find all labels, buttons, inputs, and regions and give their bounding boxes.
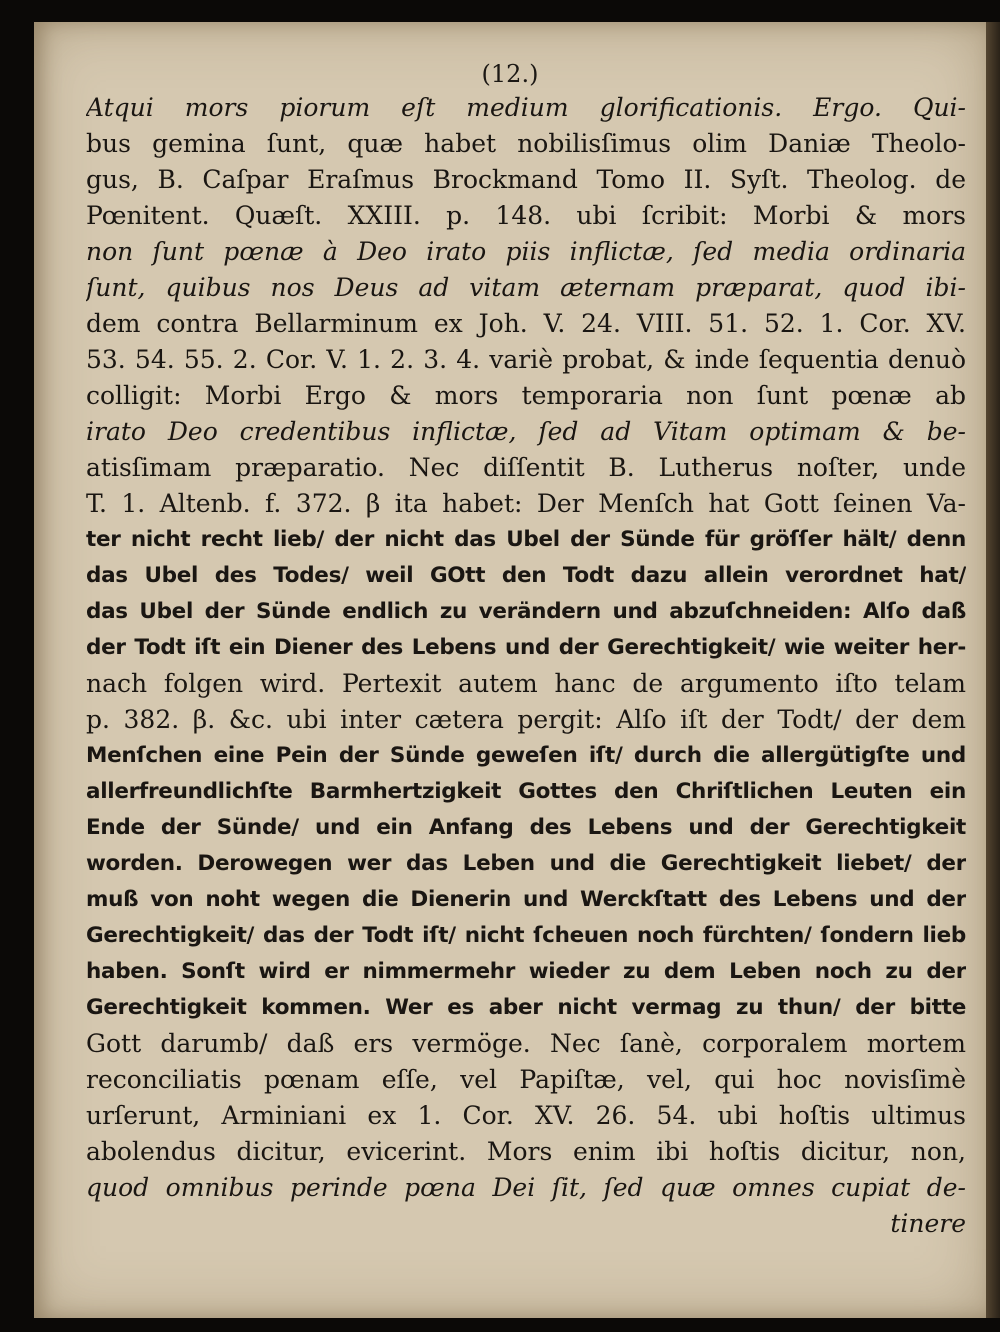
text-line: T. 1. Altenb. f. 372. β ita habet: Der Menſch hat Gott ſeinen Va- — [86, 489, 966, 518]
text-line: Gerechtigkeit kommen. Wer es aber nicht vermag zu thun/ der bitte — [86, 995, 966, 1020]
text-line: quod omnibus perinde pœna Dei ſit, ſed quæ omnes cupiat de- — [86, 1173, 966, 1202]
text-line: p. 382. β. &c. ubi inter cætera pergit: Alſo iſt der Todt/ der dem — [86, 705, 966, 734]
text-line: colligit: Morbi Ergo & mors temporaria non ſunt pœnæ ab — [86, 381, 966, 410]
text-line: bus gemina ſunt, quæ habet nobilisſimus olim Daniæ Theolo- — [86, 129, 966, 158]
text-line: ter nicht recht lieb/ der nicht das Ubel der Sünde für gröſſer hält/ denn — [86, 527, 966, 552]
text-line: ſunt, quibus nos Deus ad vitam æternam præparat, quod ibi- — [86, 273, 966, 302]
text-line: non ſunt pœnæ à Deo irato piis inflictæ, ſed media ordinaria — [86, 237, 966, 266]
text-line: urſerunt, Arminiani ex 1. Cor. XV. 26. 54. ubi hoſtis ultimus — [86, 1101, 966, 1130]
text-line: Atqui mors piorum eſt medium glorificationis. Ergo. Qui- — [86, 93, 966, 122]
text-line: gus, B. Caſpar Eraſmus Brockmand Tomo II. Syſt. Theolog. de — [86, 165, 966, 194]
text-line: muß von noht wegen die Dienerin und Werckſtatt des Lebens und der — [86, 887, 966, 912]
text-line: 53. 54. 55. 2. Cor. V. 1. 2. 3. 4. variè probat, & inde ſequentia denuò — [86, 345, 966, 374]
text-line: der Todt iſt ein Diener des Lebens und der Gerechtigkeit/ wie weiter her- — [86, 635, 966, 660]
text-line: nach folgen wird. Pertexit autem hanc de argumento iſto telam — [86, 669, 966, 698]
text-line: abolendus dicitur, evicerint. Mors enim ibi hoſtis dicitur, non, — [86, 1137, 966, 1166]
page-number: (12.) — [481, 60, 539, 88]
text-line: haben. Sonſt wird er nimmermehr wieder zu dem Leben noch zu der — [86, 959, 966, 984]
text-line: Gerechtigkeit/ das der Todt iſt/ nicht ſcheuen noch fürchten/ ſondern lieb — [86, 923, 966, 948]
text-line: reconciliatis pœnam eſſe, vel Papiſtæ, vel, qui hoc novisſimè — [86, 1065, 966, 1094]
text-line: allerfreundlichſte Barmhertzigkeit Gottes den Chriſtlichen Leuten ein — [86, 779, 966, 804]
text-line: Ende der Sünde/ und ein Anfang des Lebens und der Gerechtigkeit — [86, 815, 966, 840]
text-line: Gott darumb/ daß ers vermöge. Nec ſanè, corporalem mortem — [86, 1029, 966, 1058]
text-line: atisſimam præparatio. Nec diſſentit B. Lutherus noſter, unde — [86, 453, 966, 482]
text-line: worden. Derowegen wer das Leben und die Gerechtigkeit liebet/ der — [86, 851, 966, 876]
book-page — [34, 22, 986, 1318]
text-line: Menſchen eine Pein der Sünde geweſen iſt/ durch die allergütigſte und — [86, 743, 966, 768]
page-edge — [984, 22, 1000, 1318]
text-line: das Ubel der Sünde endlich zu verändern und abzuſchneiden: Alſo daß — [86, 599, 966, 624]
text-line: irato Deo credentibus inflictæ, ſed ad Vitam optimam & be- — [86, 417, 966, 446]
body-text — [86, 90, 966, 1242]
text-line: Pœnitent. Quæſt. XXIII. p. 148. ubi ſcribit: Morbi & mors — [86, 201, 966, 230]
text-line: dem contra Bellarminum ex Joh. V. 24. VIII. 51. 52. 1. Cor. XV. — [86, 309, 966, 338]
text-line: das Ubel des Todes/ weil GOtt den Todt dazu allein verordnet hat/ — [86, 563, 966, 588]
catchword: tinere — [890, 1209, 966, 1238]
